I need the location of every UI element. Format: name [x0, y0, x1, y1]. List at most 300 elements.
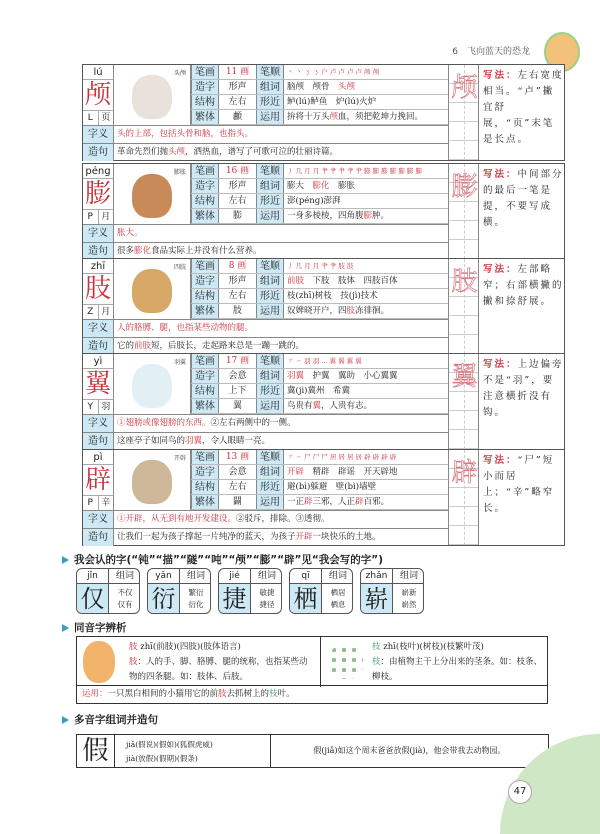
label: 繁体: [191, 209, 219, 223]
recognize-card: [76, 568, 140, 614]
initial: L: [83, 111, 99, 125]
text-segment: 短，后肢长，走起路来总是一蹦一跳的。: [151, 341, 305, 351]
usage-text: 肢: [218, 689, 227, 699]
cartoon-image: [132, 174, 172, 218]
word: 不仅: [117, 588, 133, 597]
info-grid: [191, 164, 448, 224]
practice-grid: [448, 259, 479, 354]
text-segment: 翼: [312, 401, 322, 411]
text-segment: 膨胀: [329, 181, 356, 191]
tracing-char: 颅: [451, 73, 478, 103]
triangle-bullet-icon: [62, 716, 69, 724]
text-segment: 肿。: [372, 211, 390, 221]
label: 组词: [256, 80, 284, 94]
label: 运用: [256, 304, 284, 318]
homophone-def: ：由植物主干上分出来的茎条。如：枝条、柳枝。: [372, 657, 543, 682]
character: 翼: [83, 369, 114, 399]
formation: 形声: [228, 181, 247, 191]
cartoon-image: [132, 460, 172, 504]
words: [322, 584, 353, 614]
writing-text: 上边偏旁不是“羽”，要注意横折没有钩。: [483, 359, 564, 418]
text-segment: 膨大: [287, 181, 313, 191]
text-segment: 辟: [355, 497, 364, 507]
text-segment: 颅: [329, 112, 339, 122]
word-groups: [284, 80, 448, 94]
radical: 页: [101, 113, 111, 123]
usage-text: 一只黑白相间的小猫用它的前: [107, 689, 219, 699]
initial: Y: [83, 400, 99, 414]
usage-label: 运用：: [82, 689, 108, 699]
polyphone-section-title: [62, 712, 158, 727]
label: 组词: [256, 179, 284, 193]
pinyin: yì: [83, 354, 114, 369]
writing-text: 中间部分的最后一笔是提，不要写成横。: [483, 169, 564, 228]
words: [251, 584, 282, 614]
text-segment: 鸟贵有: [287, 401, 313, 411]
polyphone-box: [76, 734, 549, 768]
homophone-words: zhī(枝叶)(树枝)(枝繁叶茂): [380, 642, 484, 652]
word: 敏捷: [259, 588, 275, 597]
illustration-caption: 开辟: [173, 455, 186, 462]
label: 繁体: [191, 495, 219, 509]
formation: 形声: [228, 276, 247, 286]
text-segment: 头颅: [338, 82, 356, 92]
label: 组词: [322, 569, 353, 584]
homophone-char: 枝: [372, 642, 381, 652]
page-number: 47: [508, 780, 532, 804]
writing-text: 左部略窄；右部横撇的撇和捺舒展。: [483, 264, 564, 307]
label: 繁体: [191, 304, 219, 318]
text-segment: 羽翼: [287, 371, 305, 381]
practice-grid: [448, 164, 479, 259]
meaning: [114, 126, 448, 143]
text-segment: 奴婢晓开户，四: [287, 306, 347, 316]
text-segment: 很多: [117, 246, 135, 256]
label: 形近: [256, 194, 284, 208]
words: [393, 584, 424, 614]
label: 笔画: [191, 259, 219, 273]
example-sentence-row: [83, 143, 448, 161]
text-segment: 脑颅 颅骨: [287, 82, 339, 92]
label: 字义: [83, 320, 114, 337]
usage: [284, 304, 448, 318]
text-segment: 下肢 肢体 四肢百体: [304, 276, 398, 286]
homophone-def: ：人的手、脚、胳膊、腿的统称，也指某些动物的四条腿。如：肢体、后肢。: [129, 657, 308, 682]
traditional-form: 翼: [232, 401, 242, 411]
writing-label: 写法：: [483, 264, 518, 275]
polyphone-sentence: 假(jiǎ)如这个周末爸爸放假(jià)，他会带我去动物园。: [313, 746, 506, 755]
traditional-form: 膨: [232, 211, 242, 221]
writing-label: 写法：: [483, 70, 518, 81]
homophone-char: 枝: [372, 657, 381, 667]
homophone-box: [76, 636, 548, 704]
label: 造字: [191, 274, 219, 288]
label: 结构: [191, 384, 219, 398]
text-segment: 避(bì)躲避 壁(bì)墙壁: [287, 482, 377, 492]
text-segment: 开辟: [295, 532, 313, 542]
label: 运用: [256, 495, 284, 509]
writing-tip: [480, 453, 564, 517]
recognize-card: [218, 568, 282, 614]
text-segment: 百邪。: [363, 497, 390, 507]
example-sentence: [114, 433, 448, 450]
stroke-order: 丿 几 月 月 肀 肀 肀 肀 肀 膨 膨 膨 膨 膨 膨 膨: [287, 167, 422, 175]
text-segment: 头颅: [168, 147, 186, 157]
character-card-2: [82, 258, 565, 355]
label: 造字: [191, 465, 219, 479]
radical-row: [83, 399, 114, 414]
character: 崭: [361, 584, 393, 614]
word-groups: [284, 369, 448, 383]
text-segment: 人的胳膊、腿，也指某些动物的腿。: [117, 323, 254, 333]
text-segment: ，人贵有志。: [321, 401, 373, 411]
homophone-usage: [77, 685, 547, 703]
meaning-row: [83, 414, 448, 432]
pinyin: yǎn: [148, 569, 180, 584]
word: 繁衍: [188, 588, 204, 597]
tracing-char: 肢: [451, 267, 478, 297]
label: 形近: [256, 384, 284, 398]
meaning-row: [83, 319, 448, 337]
homophone-words: zhī(前肢)(四肢)(肢体语言): [137, 642, 241, 652]
pinyin: péng: [83, 164, 114, 179]
text-segment: 开辟: [287, 467, 305, 477]
stroke-order: 丿 几 月 月 肀 肀 肢 肢: [287, 262, 354, 270]
structure: 左右: [228, 196, 247, 206]
pinyin: zhī: [83, 259, 114, 274]
writing-tip: [480, 262, 564, 310]
word: 栖息: [330, 600, 346, 609]
text-segment: 膨: [363, 211, 373, 221]
similar-chars: [284, 480, 448, 494]
text-segment: ②左右两侧中的一侧。: [210, 418, 296, 428]
label: 笔顺: [256, 259, 284, 273]
homophone-right: [372, 637, 547, 687]
word-groups: [284, 179, 448, 193]
homophone-char: 肢: [129, 642, 138, 652]
text-segment: 鲈(lú)鲈鱼 炉(lú)火炉: [287, 97, 377, 107]
practice-grid: [448, 65, 479, 160]
illustration-caption: 四肢: [173, 264, 186, 271]
label: 造字: [191, 179, 219, 193]
usage: [284, 495, 448, 509]
usage-text: 枝: [269, 689, 278, 699]
practice-grid: [448, 354, 479, 449]
stroke-order: ㇇ ㇀ 尸 尸 尸 居 居 居 居 辟 辟 辟 辟: [287, 453, 397, 461]
label: 结构: [191, 194, 219, 208]
label: 笔画: [191, 450, 219, 464]
character: 仅: [77, 584, 109, 614]
text-segment: 辟: [304, 497, 313, 507]
text-segment: 肢: [346, 306, 356, 316]
radical: 辛: [101, 498, 111, 508]
meaning-row: [83, 510, 448, 528]
divider: [320, 637, 321, 687]
character: 肢: [83, 274, 114, 304]
info-grid: [191, 450, 448, 510]
chapter-header: 6 飞向蓝天的恐龙: [452, 47, 530, 57]
stroke-count: 13 画: [225, 452, 250, 462]
traditional-form: 顱: [232, 112, 242, 122]
label: 组词: [256, 465, 284, 479]
info-grid: [191, 65, 448, 125]
writing-text: “尸”短小而居上；“辛”略窄长。: [483, 455, 555, 514]
meaning: [114, 415, 448, 432]
stroke-count: 16 画: [225, 166, 250, 176]
traditional-form: 闢: [232, 497, 242, 507]
structure: 左右: [228, 482, 247, 492]
initial: Z: [83, 305, 99, 319]
structure: 左右: [228, 291, 247, 301]
info-grid: [191, 354, 448, 414]
text-segment: 枝(zhī)树枝 技(jì)技术: [287, 291, 378, 301]
text-segment: 让我们一起为孩子撑起一片纯净的蓝天，为孩子: [117, 532, 296, 542]
initial: P: [83, 210, 99, 224]
character: 辟: [83, 465, 114, 495]
illustration-caption: 膨胀: [173, 169, 186, 176]
text-segment: 羽翼: [185, 436, 203, 446]
info-grid: [191, 259, 448, 319]
illustration: [114, 259, 191, 319]
text-segment: 三邪，人正: [312, 497, 356, 507]
homophone-section-title: [62, 620, 127, 635]
example-sentence-row: [83, 528, 448, 546]
label: 组词: [256, 369, 284, 383]
meaning-row: [83, 125, 448, 143]
meaning: [114, 320, 448, 337]
label: 繁体: [191, 110, 219, 124]
label: 运用: [256, 399, 284, 413]
label: 笔顺: [256, 164, 284, 178]
label: 造字: [191, 80, 219, 94]
character-card-1: [82, 163, 565, 260]
label: 字义: [83, 225, 114, 242]
text-segment: 拚将十万头: [287, 112, 330, 122]
label: 笔画: [191, 354, 219, 368]
label: 笔顺: [256, 450, 284, 464]
example-sentence: [114, 529, 448, 546]
radical: 月: [101, 212, 111, 222]
pinyin: jié: [219, 569, 251, 584]
word-groups: [284, 274, 448, 288]
label: 造句: [83, 144, 114, 161]
writing-label: 写法：: [483, 455, 518, 466]
stroke-count: 11 画: [225, 67, 250, 77]
text-segment: 前肢: [287, 276, 305, 286]
homophone-char: 肢: [129, 657, 138, 667]
character: 衍: [148, 584, 180, 614]
word: 崭然: [401, 600, 417, 609]
formation: 形声: [228, 82, 247, 92]
writing-label: 写法：: [483, 359, 518, 370]
writing-text: 左右宽度相当。“卢”撇宜舒展，“页”末笔是长点。: [483, 70, 564, 145]
text-segment: 澎(péng)澎湃: [287, 196, 341, 206]
pinyin: jǐn: [77, 569, 109, 584]
triangle-bullet-icon: [62, 556, 69, 564]
label: 形近: [256, 95, 284, 109]
label: 繁体: [191, 399, 219, 413]
word: 捷径: [259, 600, 275, 609]
text-segment: 食品实际上并没有什么营养。: [151, 246, 262, 256]
text-segment: 一身多棱棱，四角腹: [287, 211, 364, 221]
text-segment: 一正: [287, 497, 305, 507]
label: 组词: [256, 274, 284, 288]
section-title-text: 多音字组词并造句: [74, 714, 158, 726]
writing-tip: [480, 68, 564, 148]
text-segment: ，洒热血，谱写了可歌可泣的壮丽诗篇。: [185, 147, 339, 157]
illustration: [114, 164, 191, 224]
writing-label: 写法：: [483, 169, 518, 180]
radical: 月: [101, 307, 111, 317]
label: 笔画: [191, 65, 219, 79]
usage: [284, 399, 448, 413]
pinyin: pì: [83, 450, 114, 465]
text-segment: 膨化: [312, 181, 330, 191]
text-segment: 冻徘徊。: [355, 306, 390, 316]
recognize-card: [289, 568, 353, 614]
traditional-form: 肢: [232, 306, 242, 316]
label: 造句: [83, 338, 114, 355]
stroke-count: 17 画: [225, 356, 250, 366]
section-title-text: 我会认的字(“钝”“描”“隧”“吨”“颅”“膨”“辟”见“我会写的字”): [74, 554, 384, 566]
text-segment: 它的: [117, 341, 135, 351]
tracing-char: 翼: [451, 362, 478, 392]
character-card-4: [82, 449, 565, 546]
label: 字义: [83, 126, 114, 143]
reading-2: jià(放假)(假期)(假条): [126, 754, 198, 763]
label: 造句: [83, 433, 114, 450]
character: 颅: [83, 80, 114, 110]
usage: [284, 209, 448, 223]
radical-row: [83, 110, 114, 125]
formation: 会意: [228, 467, 247, 477]
illustration-caption: 羽翼: [173, 359, 186, 366]
example-sentence-row: [83, 432, 448, 450]
text-segment: 前肢: [134, 341, 152, 351]
usage-text: 去抓树上的: [226, 689, 270, 699]
text-segment: ，令人眼睛一亮。: [202, 436, 271, 446]
recognize-card: [360, 568, 424, 614]
polyphone-char: 假: [77, 735, 115, 767]
tracing-char: 辟: [451, 458, 478, 488]
character-card-3: [82, 353, 565, 450]
branch-illustration: [329, 645, 363, 679]
writing-tip: [480, 167, 564, 231]
section-title-text: 同音字辨析: [74, 622, 127, 634]
illustration-caption: 头颅: [173, 70, 186, 77]
word-groups: [284, 465, 448, 479]
stroke-count: 8 画: [228, 261, 247, 271]
label: 运用: [256, 209, 284, 223]
example-sentence: [114, 144, 448, 161]
meaning: [114, 511, 448, 528]
radical-row: [83, 495, 114, 510]
label: 组词: [251, 569, 282, 584]
illustration: [114, 450, 191, 510]
character: 捷: [219, 584, 251, 614]
label: 结构: [191, 289, 219, 303]
text-segment: 血，须把乾坤力挽回。: [338, 112, 424, 122]
recognize-section-title: [62, 552, 383, 567]
similar-chars: [284, 384, 448, 398]
word: 仅有: [117, 600, 133, 609]
illustration: [114, 354, 191, 414]
illustration: [114, 65, 191, 125]
word: 栖居: [330, 588, 346, 597]
label: 组词: [109, 569, 140, 584]
reading-1: jiǎ(假说)(假如)(狐假虎威): [126, 740, 213, 749]
text-segment: 膨化: [134, 246, 152, 256]
text-segment: ①开辟，从无到有地开发建设。: [117, 514, 237, 524]
radical-row: [83, 304, 114, 319]
meaning: [114, 225, 448, 242]
radical-row: [83, 209, 114, 224]
label: 组词: [180, 569, 211, 584]
cartoon-image: [132, 75, 172, 119]
text-segment: 革命先烈们抛: [117, 147, 169, 157]
potato-illustration: [83, 641, 115, 683]
text-segment: 胀大。: [117, 228, 143, 238]
initial: P: [83, 496, 99, 510]
label: 结构: [191, 95, 219, 109]
text-segment: 冀(jì)冀州 希冀: [287, 386, 350, 396]
words: [180, 584, 211, 614]
meaning-row: [83, 224, 448, 242]
formation: 会意: [228, 371, 247, 381]
label: 形近: [256, 480, 284, 494]
structure: 左右: [228, 97, 247, 107]
similar-chars: [284, 194, 448, 208]
label: 造句: [83, 243, 114, 260]
word: 衍化: [188, 600, 204, 609]
text-segment: ②驳斥，排除。③透彻。: [236, 514, 330, 524]
text-segment: ①翅膀或像翅膀的东西。: [117, 418, 211, 428]
usage-text: 叶。: [277, 689, 295, 699]
tracing-char: 膨: [451, 172, 478, 202]
label: 笔画: [191, 164, 219, 178]
words: [109, 584, 140, 614]
text-segment: 精辟 辟谣 开天辟地: [304, 467, 398, 477]
cartoon-image: [132, 364, 172, 408]
writing-tip: [480, 357, 564, 421]
text-segment: 护翼 翼助 小心翼翼: [304, 371, 398, 381]
pinyin: lú: [83, 65, 114, 80]
label: 字义: [83, 511, 114, 528]
word: 崭新: [401, 588, 417, 597]
text-segment: 这座亭子如同鸟的: [117, 436, 186, 446]
stroke-order: ㇇ ㇀ 羽 羽 ... 翼 翼 翼 翼: [287, 357, 362, 365]
stroke-order: 丶 丶 ㄋ ㄋ 户 卢 卢 卢 卢 颅 颅: [287, 68, 380, 76]
label: 造字: [191, 369, 219, 383]
radical: 羽: [101, 402, 111, 412]
similar-chars: [284, 289, 448, 303]
label: 结构: [191, 480, 219, 494]
label: 组词: [393, 569, 424, 584]
pinyin: qī: [290, 569, 322, 584]
character: 膨: [83, 179, 114, 209]
label: 造句: [83, 529, 114, 546]
label: 笔顺: [256, 354, 284, 368]
cartoon-image: [132, 269, 172, 313]
triangle-bullet-icon: [62, 624, 69, 632]
practice-grid: [448, 450, 479, 545]
text-segment: 头的上部，包括头骨和脑，也指头。: [117, 129, 254, 139]
label: 笔顺: [256, 65, 284, 79]
label: 字义: [83, 415, 114, 432]
recognize-card: [147, 568, 211, 614]
label: 运用: [256, 110, 284, 124]
text-segment: 一块快乐的土地。: [312, 532, 381, 542]
